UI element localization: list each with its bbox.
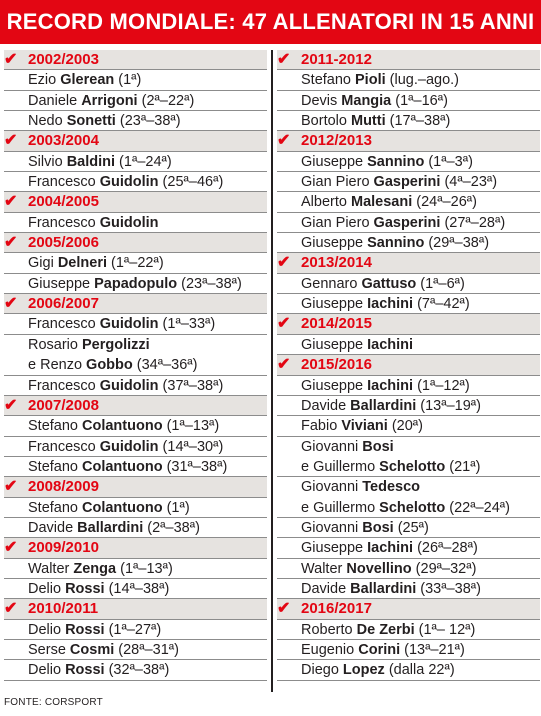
- season-label: 2009/2010: [28, 539, 99, 557]
- coach-matchdays: (1ª–13ª): [162, 418, 220, 435]
- season-label: 2012/2013: [301, 132, 372, 150]
- check-icon: ✔: [4, 600, 18, 618]
- coach-matchdays: (23ª–38ª): [177, 275, 242, 292]
- coach-row: [4, 172, 267, 192]
- coach-name: Gian Piero Gasperini (4ª–23ª): [301, 174, 498, 191]
- coach-name: Walter Novellino (29ª–32ª): [301, 560, 477, 577]
- coach-name: Gennaro Gattuso (1ª–6ª): [301, 275, 465, 292]
- coach-surname: Viviani: [341, 418, 388, 435]
- coach-name: Devis Mangia (1ª–16ª): [301, 92, 448, 109]
- coach-surname: Sonetti: [66, 113, 116, 130]
- coach-name: Diego Lopez (dalla 22ª): [301, 662, 455, 679]
- season-label: 2013/2014: [301, 254, 372, 272]
- coach-row: [4, 274, 267, 294]
- check-icon: ✔: [4, 234, 18, 252]
- coach-surname: Guidolin: [99, 438, 159, 455]
- coach-name: Delio Rossi (32ª–38ª): [28, 662, 170, 679]
- coach-row: [4, 91, 267, 111]
- coach-row: [4, 498, 267, 518]
- coach-name: Francesco Guidolin (25ª–46ª): [28, 174, 224, 191]
- coach-row: [277, 70, 540, 90]
- coach-matchdays: (27ª–28ª): [440, 214, 506, 231]
- coach-row: [277, 640, 540, 660]
- coach-surname: Corini: [358, 641, 401, 658]
- coach-row: [4, 111, 267, 131]
- coach-surname: Lopez: [342, 662, 385, 679]
- coach-name: e Guillermo Schelotto (22ª–24ª): [301, 499, 510, 516]
- coach-name: Bortolo Mutti (17ª–38ª): [301, 113, 451, 130]
- coach-matchdays: (21ª): [445, 458, 481, 475]
- coach-name: Walter Zenga (1ª–13ª): [28, 560, 173, 577]
- coach-name: Giuseppe Iachini (1ª–12ª): [301, 377, 470, 394]
- coach-matchdays: (24ª–26ª): [412, 194, 477, 211]
- coach-surname: Malesani: [350, 194, 413, 211]
- coach-name: Eugenio Corini (13ª–21ª): [301, 641, 465, 658]
- right-column: [277, 50, 540, 681]
- coach-row: [277, 477, 540, 518]
- coach-row: [277, 559, 540, 579]
- coach-matchdays: (28ª–31ª): [114, 641, 179, 658]
- coach-matchdays: (1ª–27ª): [104, 621, 162, 638]
- coach-matchdays: (1ª–24ª): [115, 153, 172, 170]
- season-row: [277, 50, 540, 70]
- check-icon: ✔: [4, 193, 18, 211]
- season-row: [4, 599, 267, 619]
- coach-surname: Bosi: [362, 519, 394, 536]
- coach-row: [4, 376, 267, 396]
- coach-matchdays: (25ª): [393, 519, 429, 536]
- season-label: 2015/2016: [301, 356, 372, 374]
- season-label: 2005/2006: [28, 234, 99, 252]
- season-label: 2008/2009: [28, 478, 99, 496]
- coach-name: Stefano Pioli (lug.–ago.): [301, 72, 459, 89]
- coach-matchdays: (1ª–6ª): [416, 275, 465, 292]
- season-label: 2011-2012: [301, 51, 372, 68]
- coach-surname: Zenga: [73, 560, 117, 577]
- coach-row: [4, 640, 267, 660]
- coach-surname: Colantuono: [82, 458, 163, 475]
- coach-row: [277, 396, 540, 416]
- coach-matchdays: (lug.–ago.): [385, 72, 459, 89]
- coach-row: [277, 437, 540, 478]
- coach-matchdays: (1ª–12ª): [413, 377, 470, 394]
- coach-matchdays: (2ª–22ª): [137, 92, 195, 109]
- coach-name: Ezio Glerean (1ª): [28, 72, 142, 89]
- check-icon: ✔: [277, 315, 291, 333]
- coach-row: [4, 314, 267, 334]
- coach-name: Serse Cosmi (28ª–31ª): [28, 641, 179, 658]
- coach-surname: Rossi: [65, 580, 105, 597]
- coach-matchdays: (4ª–23ª): [440, 174, 498, 191]
- season-row: [4, 538, 267, 558]
- check-icon: ✔: [4, 51, 18, 68]
- coach-row: [4, 335, 267, 376]
- coach-name: Giovanni Bosi (25ª): [301, 519, 429, 536]
- coach-matchdays: (22ª–24ª): [445, 499, 510, 516]
- coach-row: [277, 294, 540, 314]
- coach-surname: Papadopulo: [94, 275, 178, 292]
- coach-surname: Sannino: [367, 153, 425, 170]
- coach-name: Davide Ballardini (33ª–38ª): [301, 580, 481, 597]
- coach-name: Alberto Malesani (24ª–26ª): [301, 194, 477, 211]
- coach-surname: Tedesco: [362, 479, 421, 496]
- coach-surname: Rossi: [65, 621, 105, 638]
- coach-row: [4, 416, 267, 436]
- coach-name: Stefano Colantuono (31ª–38ª): [28, 458, 228, 475]
- coach-name: Giuseppe Iachini (7ª–42ª): [301, 296, 470, 313]
- coach-surname: Schelotto: [379, 458, 446, 475]
- coach-matchdays: (31ª–38ª): [162, 458, 228, 475]
- coach-surname: Guidolin: [99, 214, 159, 231]
- coach-name: Francesco Guidolin: [28, 214, 159, 231]
- season-row: [4, 294, 267, 314]
- coach-row: [4, 457, 267, 477]
- coach-matchdays: (23ª–38ª): [115, 113, 181, 130]
- season-row: [277, 599, 540, 619]
- coach-surname: Delneri: [57, 255, 107, 272]
- coach-matchdays: (1ª– 12ª): [414, 621, 476, 638]
- coach-row: [4, 518, 267, 538]
- season-label: 2007/2008: [28, 396, 99, 414]
- coach-name: Roberto De Zerbi (1ª– 12ª): [301, 621, 476, 638]
- season-row: [4, 477, 267, 497]
- coach-name: Rosario Pergolizzi: [28, 336, 150, 353]
- season-label: 2004/2005: [28, 193, 99, 211]
- source-credit: FONTE: CORSPORT: [4, 697, 103, 708]
- coach-matchdays: (17ª–38ª): [385, 113, 451, 130]
- coach-matchdays: (33ª–38ª): [416, 580, 481, 597]
- coach-row: [277, 91, 540, 111]
- coach-row: [277, 538, 540, 558]
- coach-surname: Mangia: [341, 92, 392, 109]
- coach-row: [277, 213, 540, 233]
- coach-name: Stefano Colantuono (1ª–13ª): [28, 418, 220, 435]
- coach-surname: Glerean: [60, 72, 115, 89]
- coach-row: [4, 437, 267, 457]
- coach-surname: Gasperini: [373, 174, 441, 191]
- coach-name: Stefano Colantuono (1ª): [28, 499, 190, 516]
- coach-name: Silvio Baldini (1ª–24ª): [28, 153, 172, 170]
- coach-name: e Renzo Gobbo (34ª–36ª): [28, 357, 198, 374]
- coach-name: Giuseppe Sannino (29ª–38ª): [301, 235, 490, 252]
- coach-matchdays: (13ª–21ª): [400, 641, 465, 658]
- season-label: 2010/2011: [28, 600, 99, 618]
- coach-matchdays: (34ª–36ª): [132, 357, 198, 374]
- coach-surname: Guidolin: [99, 377, 159, 394]
- coach-row: [4, 213, 267, 233]
- coach-name: Delio Rossi (14ª–38ª): [28, 580, 170, 597]
- coach-matchdays: (1ª–3ª): [424, 153, 473, 170]
- coach-surname: Colantuono: [82, 418, 163, 435]
- coach-matchdays: (1ª–22ª): [107, 255, 164, 272]
- coach-surname: Ballardini: [77, 519, 144, 536]
- season-label: 2014/2015: [301, 315, 372, 333]
- coach-surname: Ballardini: [350, 580, 417, 597]
- coach-row: [4, 620, 267, 640]
- coach-matchdays: (1ª–16ª): [391, 92, 448, 109]
- coach-row: [4, 70, 267, 90]
- check-icon: ✔: [277, 600, 291, 618]
- coach-matchdays: (20ª): [387, 418, 423, 435]
- check-icon: ✔: [4, 396, 18, 414]
- coach-surname: Ballardini: [350, 397, 417, 414]
- coach-surname: Cosmi: [69, 641, 115, 658]
- coach-matchdays: (1ª): [162, 499, 190, 516]
- page-title: RECORD MONDIALE: 47 ALLENATORI IN 15 ANNI: [6, 9, 535, 34]
- coach-name: Fabio Viviani (20ª): [301, 418, 423, 435]
- coach-matchdays: (26ª–28ª): [413, 540, 478, 557]
- coach-name: Francesco Guidolin (14ª–30ª): [28, 438, 224, 455]
- season-row: [4, 233, 267, 253]
- coach-name: Giuseppe Iachini: [301, 336, 414, 353]
- coach-name: Daniele Arrigoni (2ª–22ª): [28, 92, 195, 109]
- coach-row: [277, 172, 540, 192]
- coach-name: Giovanni Bosi: [301, 438, 394, 455]
- season-label: 2002/2003: [28, 51, 99, 68]
- coach-row: [277, 518, 540, 538]
- coach-name: Giuseppe Iachini (26ª–28ª): [301, 540, 478, 557]
- coach-row: [4, 660, 267, 680]
- coach-surname: Gobbo: [86, 357, 133, 374]
- season-row: [277, 355, 540, 375]
- coach-surname: Gasperini: [373, 214, 441, 231]
- season-row: [277, 253, 540, 273]
- coach-matchdays: (2ª–38ª): [143, 519, 200, 536]
- coach-surname: Arrigoni: [81, 92, 138, 109]
- check-icon: ✔: [4, 539, 18, 557]
- coach-name: Giovanni Tedesco: [301, 479, 421, 496]
- coach-matchdays: (1ª–33ª): [158, 316, 216, 333]
- coach-row: [277, 416, 540, 436]
- coach-matchdays: (13ª–19ª): [416, 397, 481, 414]
- season-row: [4, 396, 267, 416]
- coach-row: [4, 253, 267, 273]
- coach-row: [4, 559, 267, 579]
- coach-row: [277, 192, 540, 212]
- left-column: [4, 50, 267, 681]
- coach-matchdays: (dalla 22ª): [384, 662, 455, 679]
- column-divider: [271, 50, 273, 692]
- coach-surname: De Zerbi: [356, 621, 415, 638]
- season-row: [4, 131, 267, 151]
- coach-surname: Iachini: [367, 336, 414, 353]
- coach-surname: Pergolizzi: [82, 336, 150, 353]
- coach-name: Delio Rossi (1ª–27ª): [28, 621, 162, 638]
- check-icon: ✔: [277, 51, 291, 68]
- coach-name: Gigi Delneri (1ª–22ª): [28, 255, 164, 272]
- coach-matchdays: (1ª–13ª): [116, 560, 173, 577]
- coach-matchdays: (7ª–42ª): [413, 296, 470, 313]
- check-icon: ✔: [4, 132, 18, 150]
- coach-matchdays: (32ª–38ª): [104, 662, 170, 679]
- coach-matchdays: (14ª–30ª): [158, 438, 224, 455]
- coach-matchdays: (1ª): [114, 72, 142, 89]
- coach-row: [277, 152, 540, 172]
- coach-surname: Rossi: [65, 662, 105, 679]
- season-label: 2003/2004: [28, 132, 99, 150]
- check-icon: ✔: [4, 295, 18, 313]
- coach-matchdays: (29ª–38ª): [424, 235, 490, 252]
- season-row: [4, 50, 267, 70]
- coach-name: e Guillermo Schelotto (21ª): [301, 458, 481, 475]
- coach-matchdays: (37ª–38ª): [158, 377, 224, 394]
- coach-name: Davide Ballardini (2ª–38ª): [28, 519, 200, 536]
- title-banner: [0, 0, 541, 44]
- coach-surname: Iachini: [367, 377, 414, 394]
- coach-matchdays: (29ª–32ª): [411, 560, 477, 577]
- coach-surname: Bosi: [362, 438, 394, 455]
- coach-surname: Mutti: [350, 113, 386, 130]
- season-label: 2016/2017: [301, 600, 372, 618]
- season-label: 2006/2007: [28, 295, 99, 313]
- coach-row: [277, 376, 540, 396]
- coach-row: [277, 660, 540, 680]
- coach-name: Francesco Guidolin (1ª–33ª): [28, 316, 216, 333]
- coach-row: [277, 233, 540, 253]
- check-icon: ✔: [4, 478, 18, 496]
- check-icon: ✔: [277, 356, 291, 374]
- coach-name: Giuseppe Papadopulo (23ª–38ª): [28, 275, 242, 292]
- coach-surname: Iachini: [367, 296, 414, 313]
- coach-surname: Colantuono: [82, 499, 163, 516]
- coach-name: Davide Ballardini (13ª–19ª): [301, 397, 481, 414]
- coach-surname: Sannino: [367, 235, 425, 252]
- coach-row: [277, 620, 540, 640]
- season-row: [4, 192, 267, 212]
- coach-row: [277, 274, 540, 294]
- coach-name: Gian Piero Gasperini (27ª–28ª): [301, 214, 506, 231]
- coach-row: [4, 579, 267, 599]
- coach-row: [277, 579, 540, 599]
- check-icon: ✔: [277, 132, 291, 150]
- coach-surname: Baldini: [66, 153, 116, 170]
- coach-matchdays: (25ª–46ª): [158, 174, 224, 191]
- coach-surname: Guidolin: [99, 316, 159, 333]
- season-row: [277, 131, 540, 151]
- coach-row: [277, 111, 540, 131]
- coach-matchdays: (14ª–38ª): [104, 580, 170, 597]
- coach-name: Nedo Sonetti (23ª–38ª): [28, 113, 181, 130]
- coach-row: [277, 335, 540, 355]
- coach-surname: Guidolin: [99, 174, 159, 191]
- coach-surname: Pioli: [355, 72, 386, 89]
- coach-surname: Novellino: [346, 560, 412, 577]
- coach-surname: Schelotto: [379, 499, 446, 516]
- season-row: [277, 314, 540, 334]
- coach-row: [4, 152, 267, 172]
- coach-name: Francesco Guidolin (37ª–38ª): [28, 377, 224, 394]
- coach-surname: Gattuso: [361, 275, 417, 292]
- check-icon: ✔: [277, 254, 291, 272]
- coach-name: Giuseppe Sannino (1ª–3ª): [301, 153, 473, 170]
- coach-surname: Iachini: [367, 540, 414, 557]
